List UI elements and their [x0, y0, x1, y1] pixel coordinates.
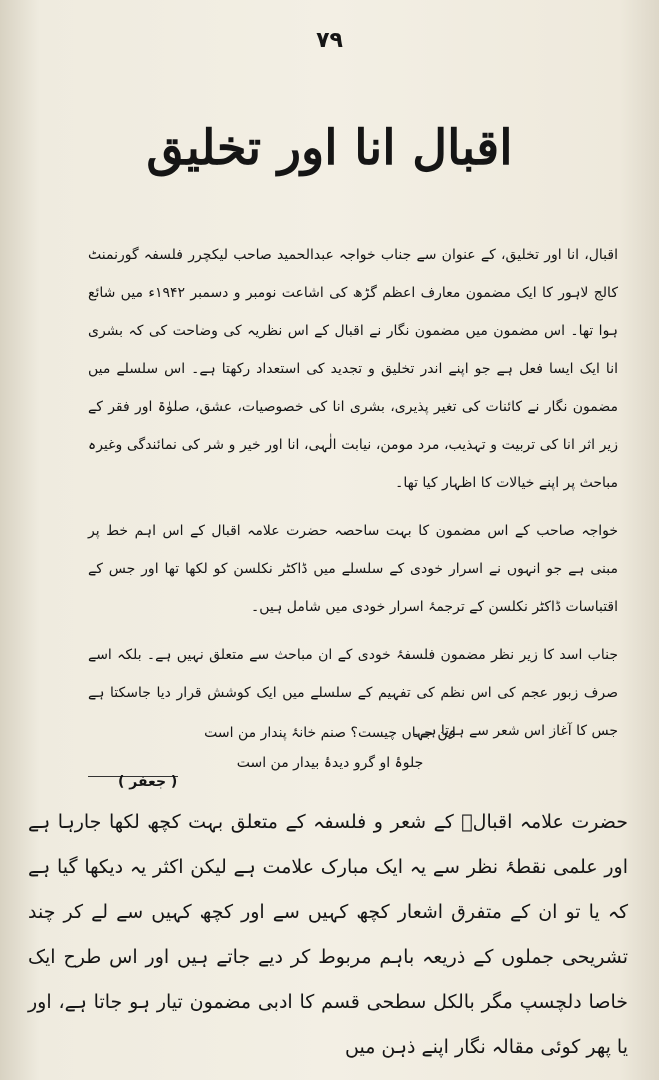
intro-note: [88, 236, 618, 750]
intro-paragraph: جناب اسد کا زیر نظر مضمون فلسفۂ خودی کے ان مباحث سے متعلق نہیں ہے۔ بلکہ اسے صرف زبور عجم کی اس نظم کی تفہیم کے سلسلے میں ایک کوشش قرار دیا جاسکتا ہے جس کا آغاز اس شعر سے ہوتا ہے۔: [88, 647, 618, 739]
author-attribution: ( جعفر ): [118, 774, 178, 790]
persian-couplet: [180, 718, 480, 778]
page-title: اقبال انا اور تخلیق: [146, 120, 513, 176]
couplet-line: جلوۂ او گرو دیدۂ بیدار من است: [236, 755, 424, 771]
page-number: ۷۹: [316, 28, 343, 53]
intro-paragraph: خواجہ صاحب کے اس مضمون کا بہت ساحصہ حضرت علامہ اقبال کے اس اہم خط پر مبنی ہے جو انہوں نے اسرار خودی کے سلسلے میں ڈاکٹر نکلسن کو لکھا تھا اور جس کے اقتباسات ڈاکٹر نکلسن کے ترجمۂ اسرار خودی میں شامل ہیں۔: [88, 523, 618, 615]
body-paragraph: حضرت علامہ اقبالؒ کے شعر و فلسفہ کے متعلق بہت کچھ لکھا جارہا ہے اور علمی نقطۂ نظر سے یہ ایک مبارک علامت ہے لیکن اکثر یہ دیکھا گیا ہے کہ یا تو ان کے متفرق اشعار کچھ کہیں سے اور کچھ کہیں سے لے کر چند تشریحی جملوں کے ذریعہ باہم مربوط کر دیے جاتے ہیں اور اس طرح ایک خاصا دلچسپ مگر بالکل سطحی قسم کا ادبی مضمون تیار ہو جاتا ہے، اور یا پھر کوئی مقالہ نگار اپنے ذہن میں: [28, 811, 628, 1058]
intro-paragraph: اقبال، انا اور تخلیق، کے عنوان سے جناب خواجہ عبدالحمید صاحب لیکچرر فلسفہ گورنمنٹ کالج لاہور کا ایک مضمون معارف اعظم گڑھ کی اشاعت نومبر و دسمبر ۱۹۴۲ء میں شائع ہوا تھا۔ اس مضمون میں مضمون نگار نے اقبال کے اس نظریہ کی وضاحت کی کہ بشری انا ایک ایسا فعل ہے جو اپنے اندر تخلیق و تجدید کی استعداد رکھتا ہے۔ اس سلسلے میں مضمون نگار نے کائنات کی تغیر پذیری، بشری انا کی خصوصیات، عشق، صلوٰۃ اور فقر کے زیر اثر انا کی تربیت و تہذیب، مرد مومن، نیابت الٰہی، انا اور خیر و شر کی نمائندگی وغیرہ مباحث پر اپنے خیالات کا اظہار کیا تھا۔: [88, 247, 618, 491]
couplet-line: این جہاں چیست؟ صنم خانۂ پندار من است: [204, 725, 456, 741]
